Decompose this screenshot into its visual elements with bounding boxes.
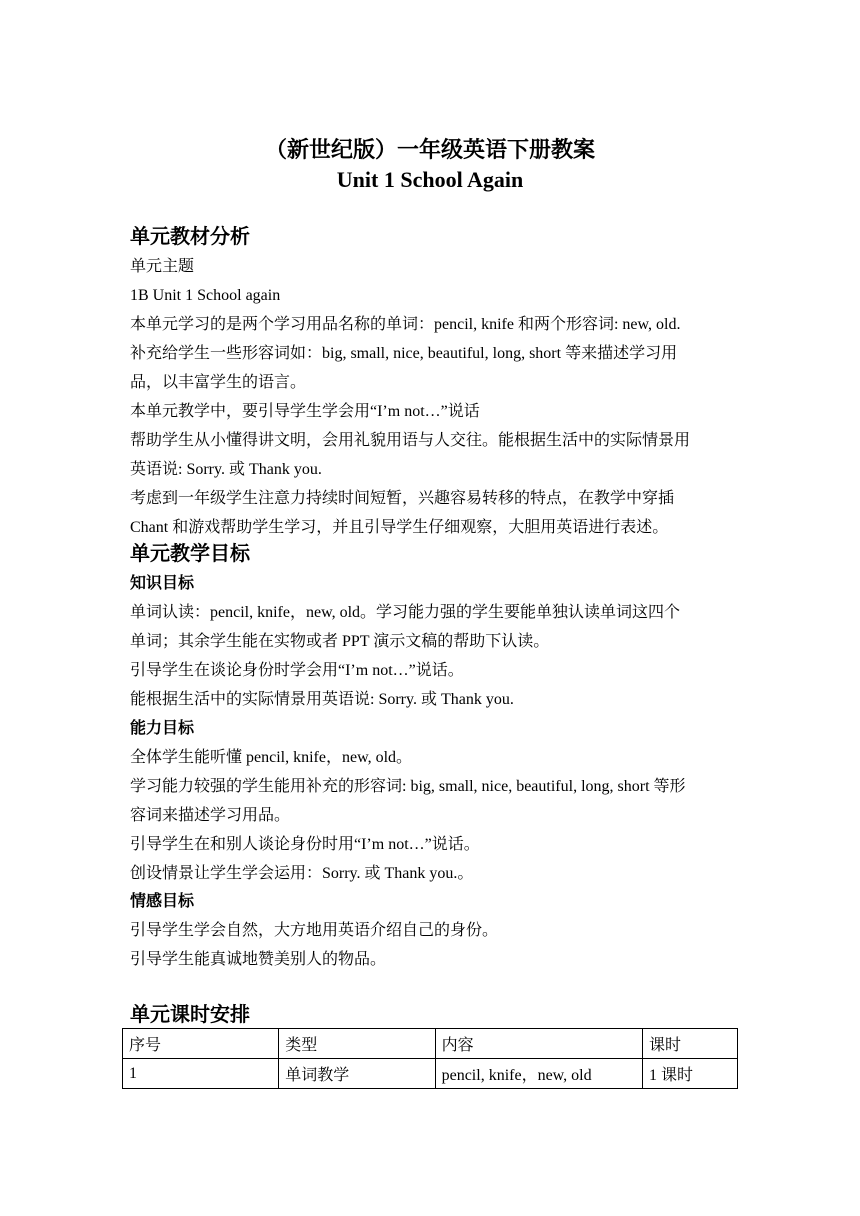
paragraph-line: 本单元教学中，要引导学生学会用“I’m not…”说话: [130, 403, 480, 420]
paragraph-line: 帮助学生从小懂得讲文明，会用礼貌用语与人交往。能根据生活中的实际情景用: [130, 432, 691, 449]
table-header-cell: 内容: [435, 1029, 642, 1059]
paragraph-line: Chant 和游戏帮助学生学习，并且引导学生仔细观察，大胆用英语进行表述。: [130, 519, 669, 536]
paragraph-line: 品，以丰富学生的语言。: [130, 374, 307, 391]
table-cell: 1: [123, 1059, 279, 1089]
paragraph-line: 全体学生能听懂 pencil, knife，new, old。: [130, 749, 413, 766]
paragraph-line: 学习能力较强的学生能用补充的形容词: big, small, nice, beautiful, long, short 等形: [130, 778, 686, 795]
paragraph-line: 1B Unit 1 School again: [130, 287, 281, 304]
document-subtitle: Unit 1 School Again: [336, 167, 524, 192]
table-cell: pencil, knife，new, old: [435, 1059, 642, 1089]
table-row: [123, 1059, 738, 1089]
document-title: （新世纪版）一年级英语下册教案: [264, 137, 595, 162]
table-header-cell: 课时: [642, 1029, 737, 1059]
schedule-table: [122, 1028, 738, 1089]
section-heading-objectives: 单元教学目标: [130, 543, 250, 565]
paragraph-line: 引导学生在和别人谈论身份时用“I’m not…”说话。: [130, 836, 480, 853]
section-heading-schedule: 单元课时安排: [130, 1004, 250, 1026]
paragraph-line: 引导学生能真诚地赞美别人的物品。: [130, 951, 387, 968]
paragraph-line: 单元主题: [130, 258, 195, 275]
subheading-ability: 能力目标: [130, 718, 195, 737]
table-cell: 1 课时: [642, 1059, 737, 1089]
subheading-knowledge: 知识目标: [130, 573, 195, 592]
paragraph-line: 创设情景让学生学会运用：Sorry. 或 Thank you.。: [130, 865, 474, 882]
paragraph-line: 本单元学习的是两个学习用品名称的单词：pencil, knife 和两个形容词: new, old.: [130, 316, 681, 333]
table-cell: 单词教学: [279, 1059, 435, 1089]
paragraph-line: 补充给学生一些形容词如：big, small, nice, beautiful, long, short 等来描述学习用: [130, 345, 678, 362]
table-header-cell: 类型: [279, 1029, 435, 1059]
table-header-cell: 序号: [123, 1029, 279, 1059]
paragraph-line: 英语说: Sorry. 或 Thank you.: [130, 461, 322, 478]
paragraph-line: 引导学生学会自然，大方地用英语介绍自己的身份。: [130, 922, 499, 939]
subheading-emotion: 情感目标: [130, 891, 195, 910]
paragraph-line: 单词；其余学生能在实物或者 PPT 演示文稿的帮助下认读。: [130, 633, 550, 650]
paragraph-line: 引导学生在谈论身份时学会用“I’m not…”说话。: [130, 662, 464, 679]
section-heading-analysis: 单元教材分析: [130, 226, 250, 248]
paragraph-line: 容词来描述学习用品。: [130, 807, 291, 824]
paragraph-line: 考虑到一年级学生注意力持续时间短暂，兴趣容易转移的特点，在教学中穿插: [130, 490, 675, 507]
paragraph-line: 单词认读：pencil, knife，new, old。学习能力强的学生要能单独认读单词这四个: [130, 604, 681, 621]
table-header-row: [123, 1029, 738, 1059]
paragraph-line: 能根据生活中的实际情景用英语说: Sorry. 或 Thank you.: [130, 691, 514, 708]
